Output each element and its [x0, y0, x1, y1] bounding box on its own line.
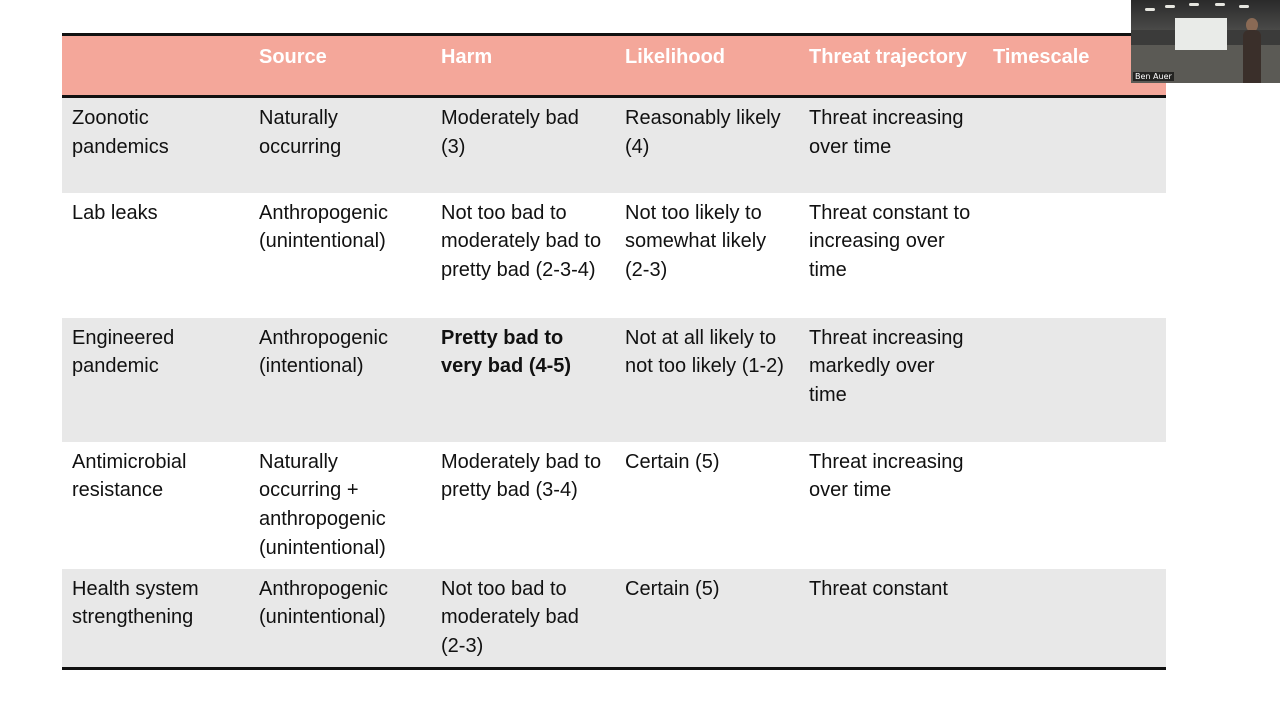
cell-likelihood: Not at all likely to not too likely (1-2) [625, 326, 784, 378]
cell-timescale [983, 569, 1166, 669]
cell-harm: Not too bad to moderately bad to pretty bad (2-3-4) [441, 201, 602, 282]
ceiling-light [1145, 8, 1155, 11]
ceiling-light [1215, 3, 1225, 6]
header-harm: Harm [441, 46, 493, 68]
cell-source: Naturally occurring [259, 107, 342, 158]
header-likelihood: Likelihood [625, 46, 725, 68]
cell-harm: Not too bad to moderately bad (2-3) [441, 577, 579, 658]
cell-likelihood: Not too likely to somewhat likely (2-3) [625, 201, 767, 282]
header-threat-trajectory: Threat trajectory [809, 46, 967, 68]
header-row [62, 35, 1166, 97]
cell-timescale [983, 318, 1166, 442]
cell-source: Anthropogenic (unintentional) [259, 577, 388, 629]
cell-trajectory: Threat increasing over time [809, 450, 964, 502]
webcam-video[interactable] [1131, 0, 1280, 83]
cell-likelihood: Certain (5) [625, 450, 720, 473]
cell-source: Anthropogenic (unintentional) [259, 201, 388, 253]
cell-timescale [983, 442, 1166, 569]
risk-assessment-table [62, 33, 1166, 670]
table-row [62, 193, 1166, 318]
cell-likelihood: Reasonably likely (4) [625, 107, 781, 158]
cell-harm: Moderately bad (3) [441, 107, 579, 158]
cell-harm: Moderately bad to pretty bad (3-4) [441, 450, 602, 502]
cell-source: Anthropogenic (intentional) [259, 326, 388, 378]
cell-trajectory: Threat increasing over time [809, 107, 964, 158]
header-risk [62, 35, 249, 97]
speaker-body [1243, 30, 1261, 83]
ceiling-light [1189, 3, 1199, 6]
header-timescale: Timescale [993, 46, 1090, 68]
projector-screen [1175, 18, 1227, 50]
ceiling-light [1165, 5, 1175, 8]
cell-source: Naturally occurring + anthropogenic (unintentional) [259, 450, 386, 559]
table-row [62, 97, 1166, 193]
cell-timescale [983, 97, 1166, 193]
cell-risk: Engineered pandemic [72, 326, 175, 378]
cell-trajectory: Threat constant [809, 577, 948, 600]
cell-trajectory: Threat constant to increasing over time [809, 201, 971, 282]
cell-risk: Health system strengthening [72, 577, 199, 629]
table-body [62, 97, 1166, 669]
cell-likelihood: Certain (5) [625, 577, 720, 600]
cell-harm: Pretty bad to very bad (4-5) [441, 326, 572, 378]
cell-timescale [983, 193, 1166, 318]
table-row [62, 442, 1166, 569]
cell-trajectory: Threat increasing markedly over time [809, 326, 964, 407]
cell-risk: Antimicrobial resistance [72, 450, 187, 502]
table-row [62, 569, 1166, 669]
cell-risk: Zoonotic pandemics [72, 107, 169, 158]
header-source: Source [259, 46, 327, 68]
table-row [62, 318, 1166, 442]
ceiling-light [1239, 5, 1249, 8]
cell-risk: Lab leaks [72, 201, 158, 224]
table-header [62, 35, 1166, 97]
speaker-name-tag: Ben Auer [1135, 72, 1172, 81]
